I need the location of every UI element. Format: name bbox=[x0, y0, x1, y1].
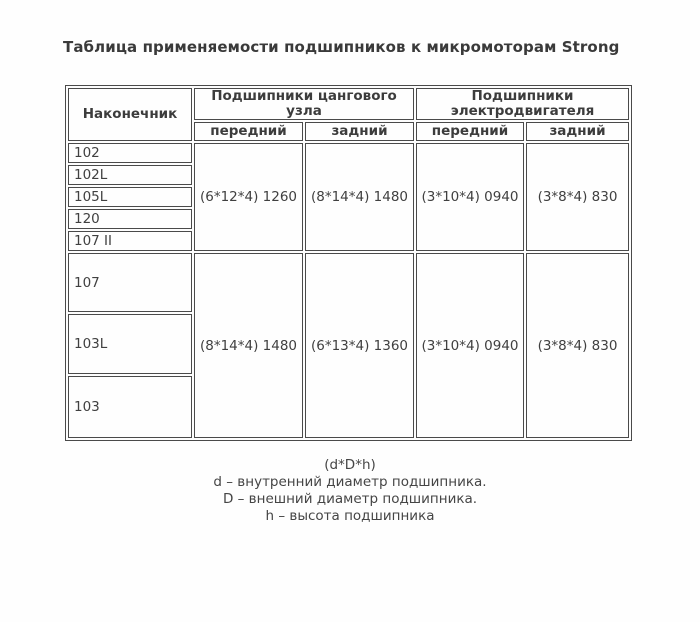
subheader-motor-rear: задний bbox=[526, 122, 629, 141]
subheader-collet-front: передний bbox=[194, 122, 303, 141]
subheader-collet-rear: задний bbox=[305, 122, 414, 141]
tip-cell: 120 bbox=[68, 209, 192, 229]
legend-formula: (d*D*h) bbox=[324, 457, 376, 473]
tip-cell: 102L bbox=[68, 165, 192, 185]
bearing-value-cell: (8*14*4) 1480 bbox=[194, 253, 303, 438]
bearing-value-cell: (3*10*4) 0940 bbox=[416, 253, 524, 438]
header-motor-group: Подшипники электродвигателя bbox=[416, 88, 629, 120]
tip-cell: 103 bbox=[68, 376, 192, 438]
legend bbox=[0, 457, 700, 525]
bearings-applicability-table bbox=[65, 85, 632, 441]
bearing-value-cell: (3*8*4) 830 bbox=[526, 143, 629, 251]
header-tip-column: Наконечник bbox=[68, 88, 192, 141]
bearing-value-cell: (3*8*4) 830 bbox=[526, 253, 629, 438]
header-collet-group: Подшипники цангового узла bbox=[194, 88, 414, 120]
legend-line-outer-diameter: D – внешний диаметр подшипника. bbox=[222, 491, 478, 507]
bearing-value-cell: (6*13*4) 1360 bbox=[305, 253, 414, 438]
tip-cell: 105L bbox=[68, 187, 192, 207]
legend-line-height: h – высота подшипника bbox=[265, 508, 435, 524]
tip-cell: 107 bbox=[68, 253, 192, 312]
bearing-value-cell: (6*12*4) 1260 bbox=[194, 143, 303, 251]
tip-cell: 102 bbox=[68, 143, 192, 163]
tip-cell: 103L bbox=[68, 314, 192, 374]
bearing-value-cell: (3*10*4) 0940 bbox=[416, 143, 524, 251]
page-title: Таблица применяемости подшипников к микромоторам Strong bbox=[63, 38, 620, 56]
subheader-motor-front: передний bbox=[416, 122, 524, 141]
bearing-value-cell: (8*14*4) 1480 bbox=[305, 143, 414, 251]
legend-line-inner-diameter: d – внутренний диаметр подшипника. bbox=[213, 474, 487, 490]
tip-cell: 107 II bbox=[68, 231, 192, 251]
